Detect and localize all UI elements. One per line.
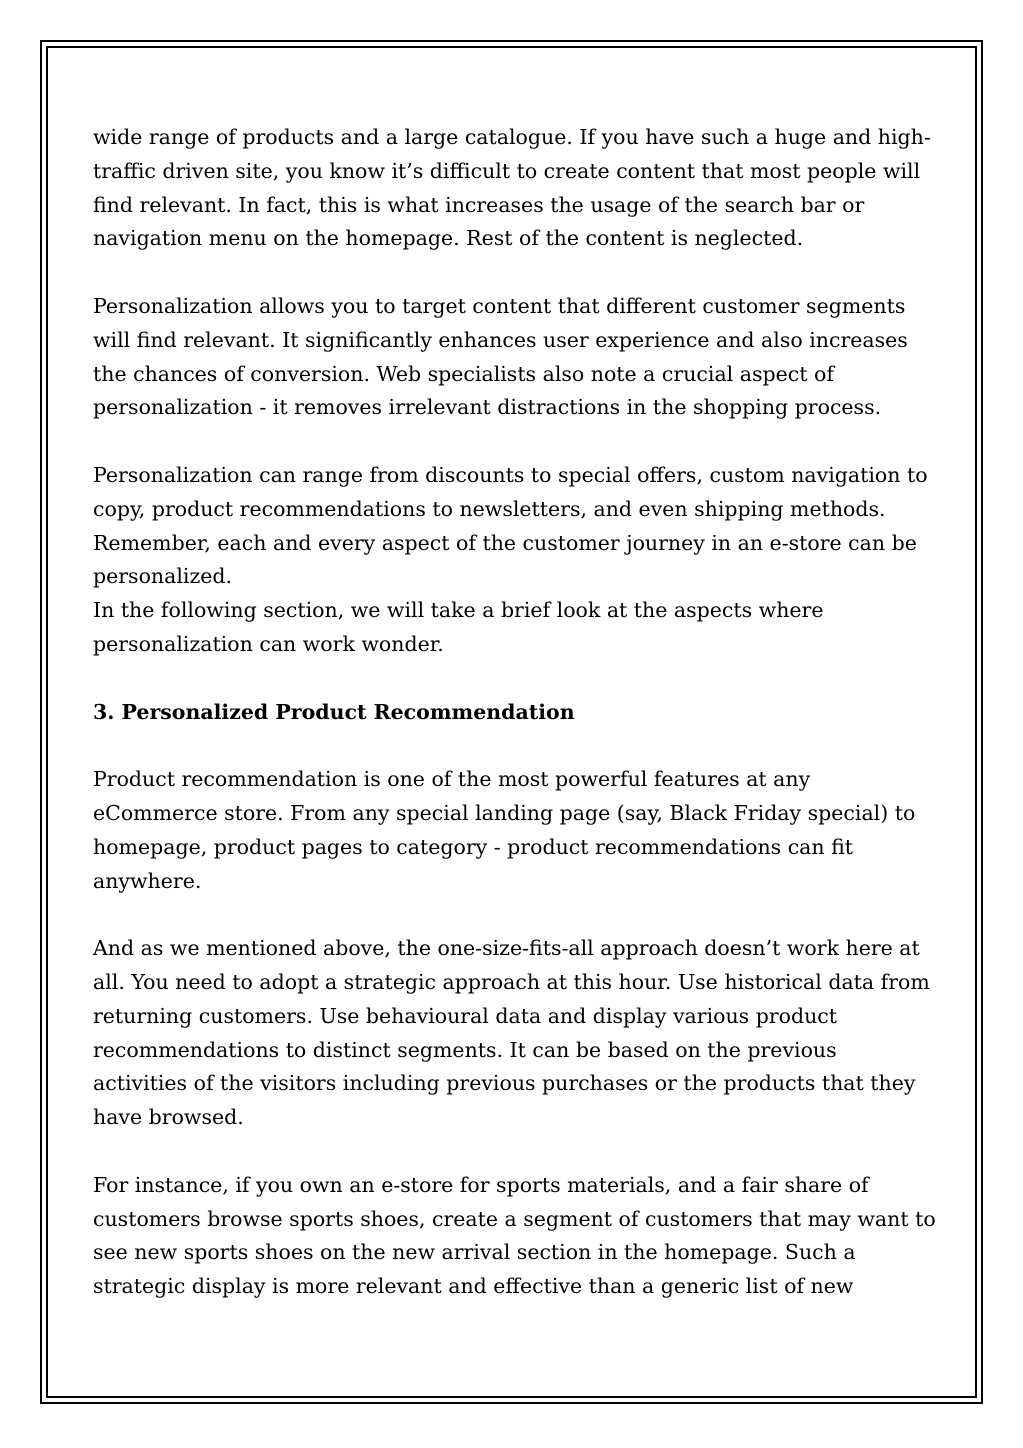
paragraph-personalization-range: Personalization can range from discounts to special offers, custom navigation to copy, product recommendations to newsletters, and even shipping methods. Remember, each and every aspect of the customer journey in an e-store can be personalized. bbox=[93, 462, 928, 589]
paragraph-personalization-target: Personalization allows you to target content that different customer segments will find relevant. It significantly enhances user experience and also increases the chances of conversion. Web specialists also note a crucial aspect of personalization - it removes irrelevant distractions in the shopping process. bbox=[93, 293, 908, 420]
paragraph-product-recommendation: Product recommendation is one of the most powerful features at any eCommerce store. From any special landing page (say, Black Friday special) to homepage, product pages to category - product recommendations can fit anywhere. bbox=[93, 767, 916, 893]
paragraph-catalogue: wide range of products and a large catalogue. If you have such a huge and high- traffic driven site, you know it’s difficult to create content that most people will find relevant. In fact, this is what increases the usage of the search bar or navigation menu on the homepage. Rest of the content is neglected. bbox=[93, 125, 931, 251]
section-heading: 3. Personalized Product Recommendation bbox=[93, 699, 575, 724]
document-body bbox=[93, 121, 943, 1338]
paragraph-following-section: In the following section, we will take a brief look at the aspects where personalization can work wonder. bbox=[93, 598, 824, 656]
paragraph-sports-example: For instance, if you own an e-store for sports materials, and a fair share of customers browse sports shoes, create a segment of customers that may want to see new sports shoes on the new arrival section in the homepage. Such a strategic display is more relevant and effective than a generic list of new bbox=[93, 1172, 936, 1299]
paragraph-strategic-approach: And as we mentioned above, the one-size-fits-all approach doesn’t work here at all. You need to adopt a strategic approach at this hour. Use historical data from returning customers. Use behavioural data and display various product recommendations to distinct segments. It can be based on the previous activities of the visitors including previous purchases or the products that they have browsed. bbox=[93, 936, 930, 1130]
